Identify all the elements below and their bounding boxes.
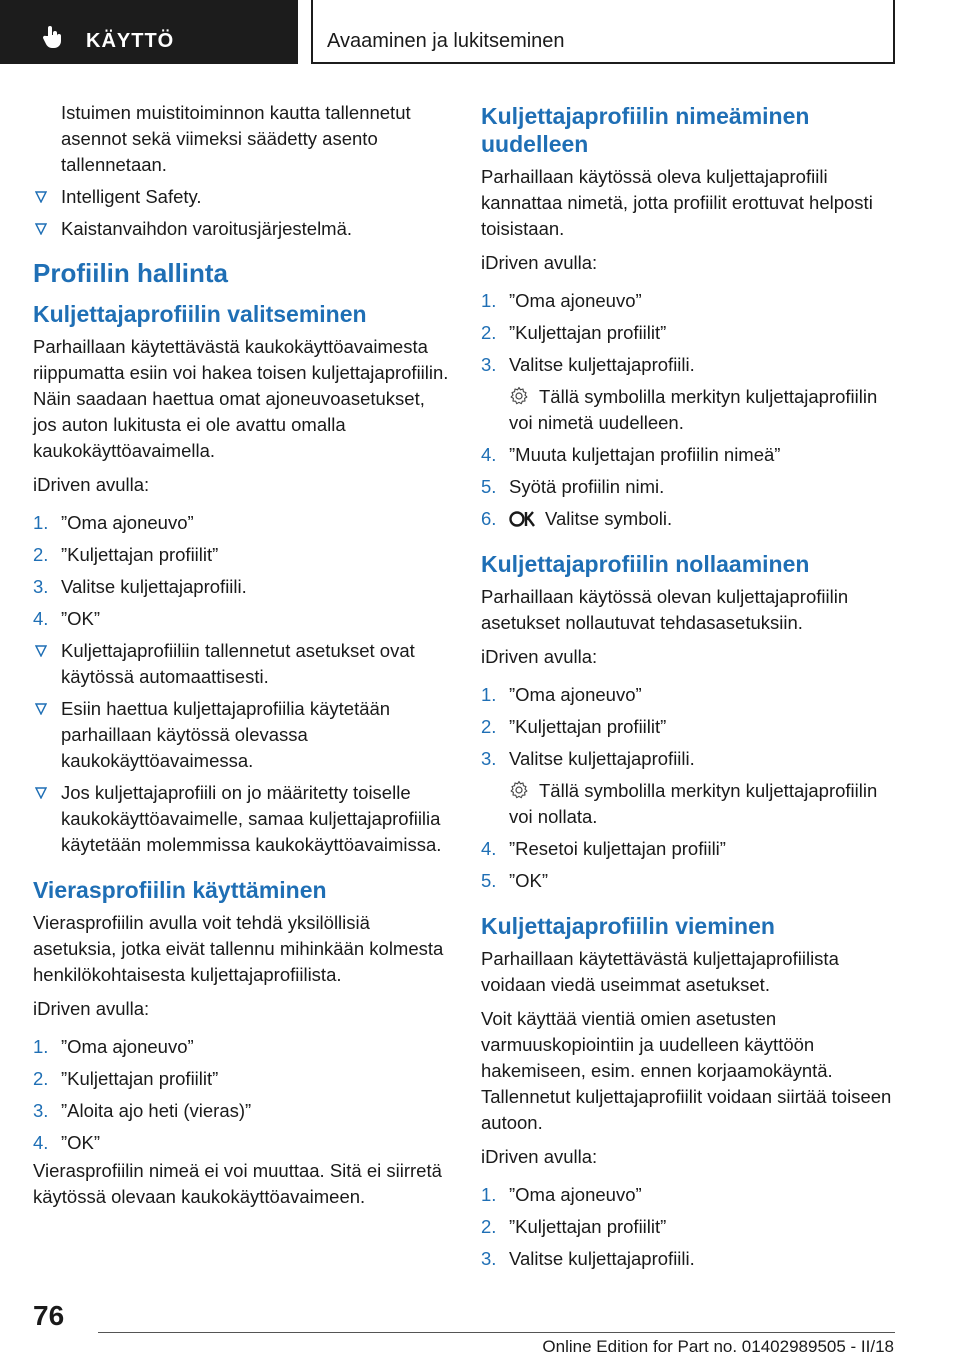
step-number: 1. — [481, 684, 497, 705]
item-text: Syötä profiilin nimi. — [509, 476, 665, 497]
paragraph: Vierasprofiilin avulla voit tehdä yksilöllisiä asetuksia, jotka eivät tallennu mihinkään kolmesta henkilökohtaisesta kuljettajaprofiilista. — [33, 912, 444, 985]
item-text: ”Oma ajoneuvo” — [509, 1184, 642, 1205]
list-item — [33, 100, 449, 178]
step-number: 4. — [33, 608, 49, 629]
paragraph: iDriven avulla: — [481, 252, 598, 273]
step-number: 3. — [481, 1248, 497, 1269]
step-number: 4. — [481, 444, 497, 465]
step-number: 5. — [481, 870, 497, 891]
item-text: ”Oma ajoneuvo” — [509, 684, 642, 705]
right-column — [481, 100, 897, 1278]
list-item — [33, 184, 449, 210]
item-text: ”Aloita ajo heti (vieras)” — [61, 1100, 252, 1121]
heading-valitseminen: Kuljettajaprofiilin valitseminen — [33, 301, 367, 327]
list-item — [481, 506, 897, 532]
paragraph: Parhaillaan käytettävästä kaukokäyttöavaimesta riippumatta esiin voi hakea toisen kuljettajaprofiilin. Näin saadaan haettua omat ajoneuvoasetukset, jos auton lukitusta ei ole avattu omalla kaukokäyttöavaimella. — [33, 336, 449, 461]
item-subnote — [509, 384, 897, 436]
step-number: 1. — [481, 1184, 497, 1205]
list-item — [33, 1098, 449, 1124]
list-item — [33, 1066, 449, 1092]
list-item — [481, 1246, 897, 1272]
paragraph: iDriven avulla: — [33, 998, 150, 1019]
list-item — [481, 442, 897, 468]
step-number: 3. — [481, 354, 497, 375]
step-number: 1. — [33, 1036, 49, 1057]
step-number: 4. — [481, 838, 497, 859]
item-text: Tällä symbolilla merkityn kuljettajaprofiilin voi nollata. — [509, 780, 878, 827]
step-number: 5. — [481, 476, 497, 497]
gear-icon — [509, 780, 529, 800]
item-text: Valitse kuljettajaprofiili. — [509, 748, 695, 769]
item-text: Jos kuljettajaprofiili on jo määritetty toiselle kaukokäyttöavaimelle, samaa kuljettajaprofiilia käytetään molemmissa kaukokäyttöavaimissa. — [61, 782, 442, 855]
heading-profiilin-hallinta: Profiilin hallinta — [33, 258, 229, 288]
item-text: ”Resetoi kuljettajan profiili” — [509, 838, 726, 859]
list-item — [481, 288, 897, 314]
item-text: Valitse kuljettajaprofiili. — [509, 1248, 695, 1269]
step-number: 4. — [33, 1132, 49, 1153]
list-item — [481, 836, 897, 862]
footer-divider — [98, 1332, 895, 1333]
paragraph: Parhaillaan käytettävästä kuljettajaprofiilista voidaan viedä useimmat asetukset. — [481, 948, 839, 995]
heading-nollaaminen: Kuljettajaprofiilin nollaaminen — [481, 551, 810, 577]
paragraph: Parhaillaan käytössä olevan kuljettajaprofiilin asetukset nollautuvat tehdasasetuksiin. — [481, 586, 849, 633]
step-number: 2. — [481, 322, 497, 343]
triangle-bullet-icon — [35, 703, 47, 715]
list-item — [33, 638, 449, 690]
item-text: Valitse kuljettajaprofiili. — [61, 576, 247, 597]
item-text: Istuimen muistitoiminnon kautta tallennetut asennot sekä viimeksi säädetty asento tallennetaan. — [61, 102, 411, 175]
triangle-bullet-icon — [35, 645, 47, 657]
item-text: ”OK” — [509, 870, 549, 891]
item-text: Valitse kuljettajaprofiili. — [509, 354, 695, 375]
item-text: ”Oma ajoneuvo” — [61, 1036, 194, 1057]
heading-nimeaminen: Kuljettajaprofiilin nimeäminen uudelleen — [481, 103, 810, 157]
chapter-label: KÄYTTÖ — [86, 30, 175, 52]
step-number: 2. — [481, 716, 497, 737]
item-text: ”Kuljettajan profiilit” — [61, 544, 219, 565]
step-number: 1. — [481, 290, 497, 311]
paragraph: Voit käyttää vientiä omien asetusten varmuuskopiointiin ja uudelleen käyttöön hakemiseen, esim. ennen korjaamokäyntä. Tallennetut kuljettajaprofiilit voidaan siirtää toiseen autoon. — [481, 1008, 892, 1133]
paragraph: Vierasprofiilin nimeä ei voi muuttaa. Sitä ei siirretä käytössä olevaan kaukokäyttöavaimeen. — [33, 1160, 442, 1207]
list-item — [481, 352, 897, 436]
ok-icon — [509, 509, 537, 529]
hand-pointer-icon — [42, 25, 64, 49]
list-item — [33, 696, 449, 774]
item-text: ”Kuljettajan profiilit” — [509, 1216, 667, 1237]
heading-vieminen: Kuljettajaprofiilin vieminen — [481, 913, 775, 939]
step-number: 2. — [481, 1216, 497, 1237]
list-item — [33, 542, 449, 568]
item-text: Esiin haettua kuljettajaprofiilia käytetään parhaillaan käytössä olevassa kaukokäyttöavaimessa. — [61, 698, 391, 771]
chapter-tab[interactable] — [0, 0, 298, 64]
list-item — [33, 1034, 449, 1060]
list-item — [481, 1182, 897, 1208]
section-title: Avaaminen ja lukitseminen — [327, 30, 565, 52]
item-text: ”Kuljettajan profiilit” — [61, 1068, 219, 1089]
paragraph: Parhaillaan käytössä oleva kuljettajaprofiili kannattaa nimetä, jotta profiilit erottuvat helposti toisistaan. — [481, 166, 873, 239]
paragraph: iDriven avulla: — [33, 474, 150, 495]
item-text: ”Oma ajoneuvo” — [61, 512, 194, 533]
item-text: Tällä symbolilla merkityn kuljettajaprofiilin voi nimetä uudelleen. — [509, 386, 878, 433]
list-item — [481, 682, 897, 708]
item-text: Valitse symboli. — [545, 508, 673, 529]
list-item — [33, 606, 449, 632]
triangle-bullet-icon — [35, 191, 47, 203]
item-text: ”Kuljettajan profiilit” — [509, 322, 667, 343]
step-number: 3. — [33, 1100, 49, 1121]
edition-note: Online Edition for Part no. 01402989505 - II/18 — [542, 1337, 894, 1356]
list-item — [481, 320, 897, 346]
item-text: ”Oma ajoneuvo” — [509, 290, 642, 311]
gear-icon — [509, 386, 529, 406]
list-item — [481, 868, 897, 894]
item-text: Kaistanvaihdon varoitusjärjestelmä. — [61, 218, 353, 239]
list-item — [33, 510, 449, 536]
step-number: 6. — [481, 508, 497, 529]
list-item — [481, 746, 897, 830]
item-text: ”Kuljettajan profiilit” — [509, 716, 667, 737]
item-text: ”Muuta kuljettajan profiilin nimeä” — [509, 444, 781, 465]
step-number: 2. — [33, 1068, 49, 1089]
list-item — [33, 216, 449, 242]
left-column — [33, 100, 449, 1218]
step-number: 2. — [33, 544, 49, 565]
item-text: ”OK” — [61, 608, 101, 629]
list-item — [481, 474, 897, 500]
step-number: 3. — [481, 748, 497, 769]
item-text: ”OK” — [61, 1132, 101, 1153]
page-number: 76 — [33, 1300, 65, 1331]
list-item — [33, 1130, 449, 1156]
paragraph: iDriven avulla: — [481, 1146, 598, 1167]
triangle-bullet-icon — [35, 787, 47, 799]
item-text: Kuljettajaprofiiliin tallennetut asetukset ovat käytössä automaattisesti. — [61, 640, 415, 687]
item-text: Intelligent Safety. — [61, 186, 202, 207]
list-item — [33, 780, 449, 858]
heading-vieras: Vierasprofiilin käyttäminen — [33, 877, 327, 903]
list-item — [481, 1214, 897, 1240]
list-item — [481, 714, 897, 740]
paragraph: iDriven avulla: — [481, 646, 598, 667]
step-number: 3. — [33, 576, 49, 597]
step-number: 1. — [33, 512, 49, 533]
item-subnote — [509, 778, 897, 830]
triangle-bullet-icon — [35, 223, 47, 235]
section-header — [311, 0, 895, 64]
list-item — [33, 574, 449, 600]
